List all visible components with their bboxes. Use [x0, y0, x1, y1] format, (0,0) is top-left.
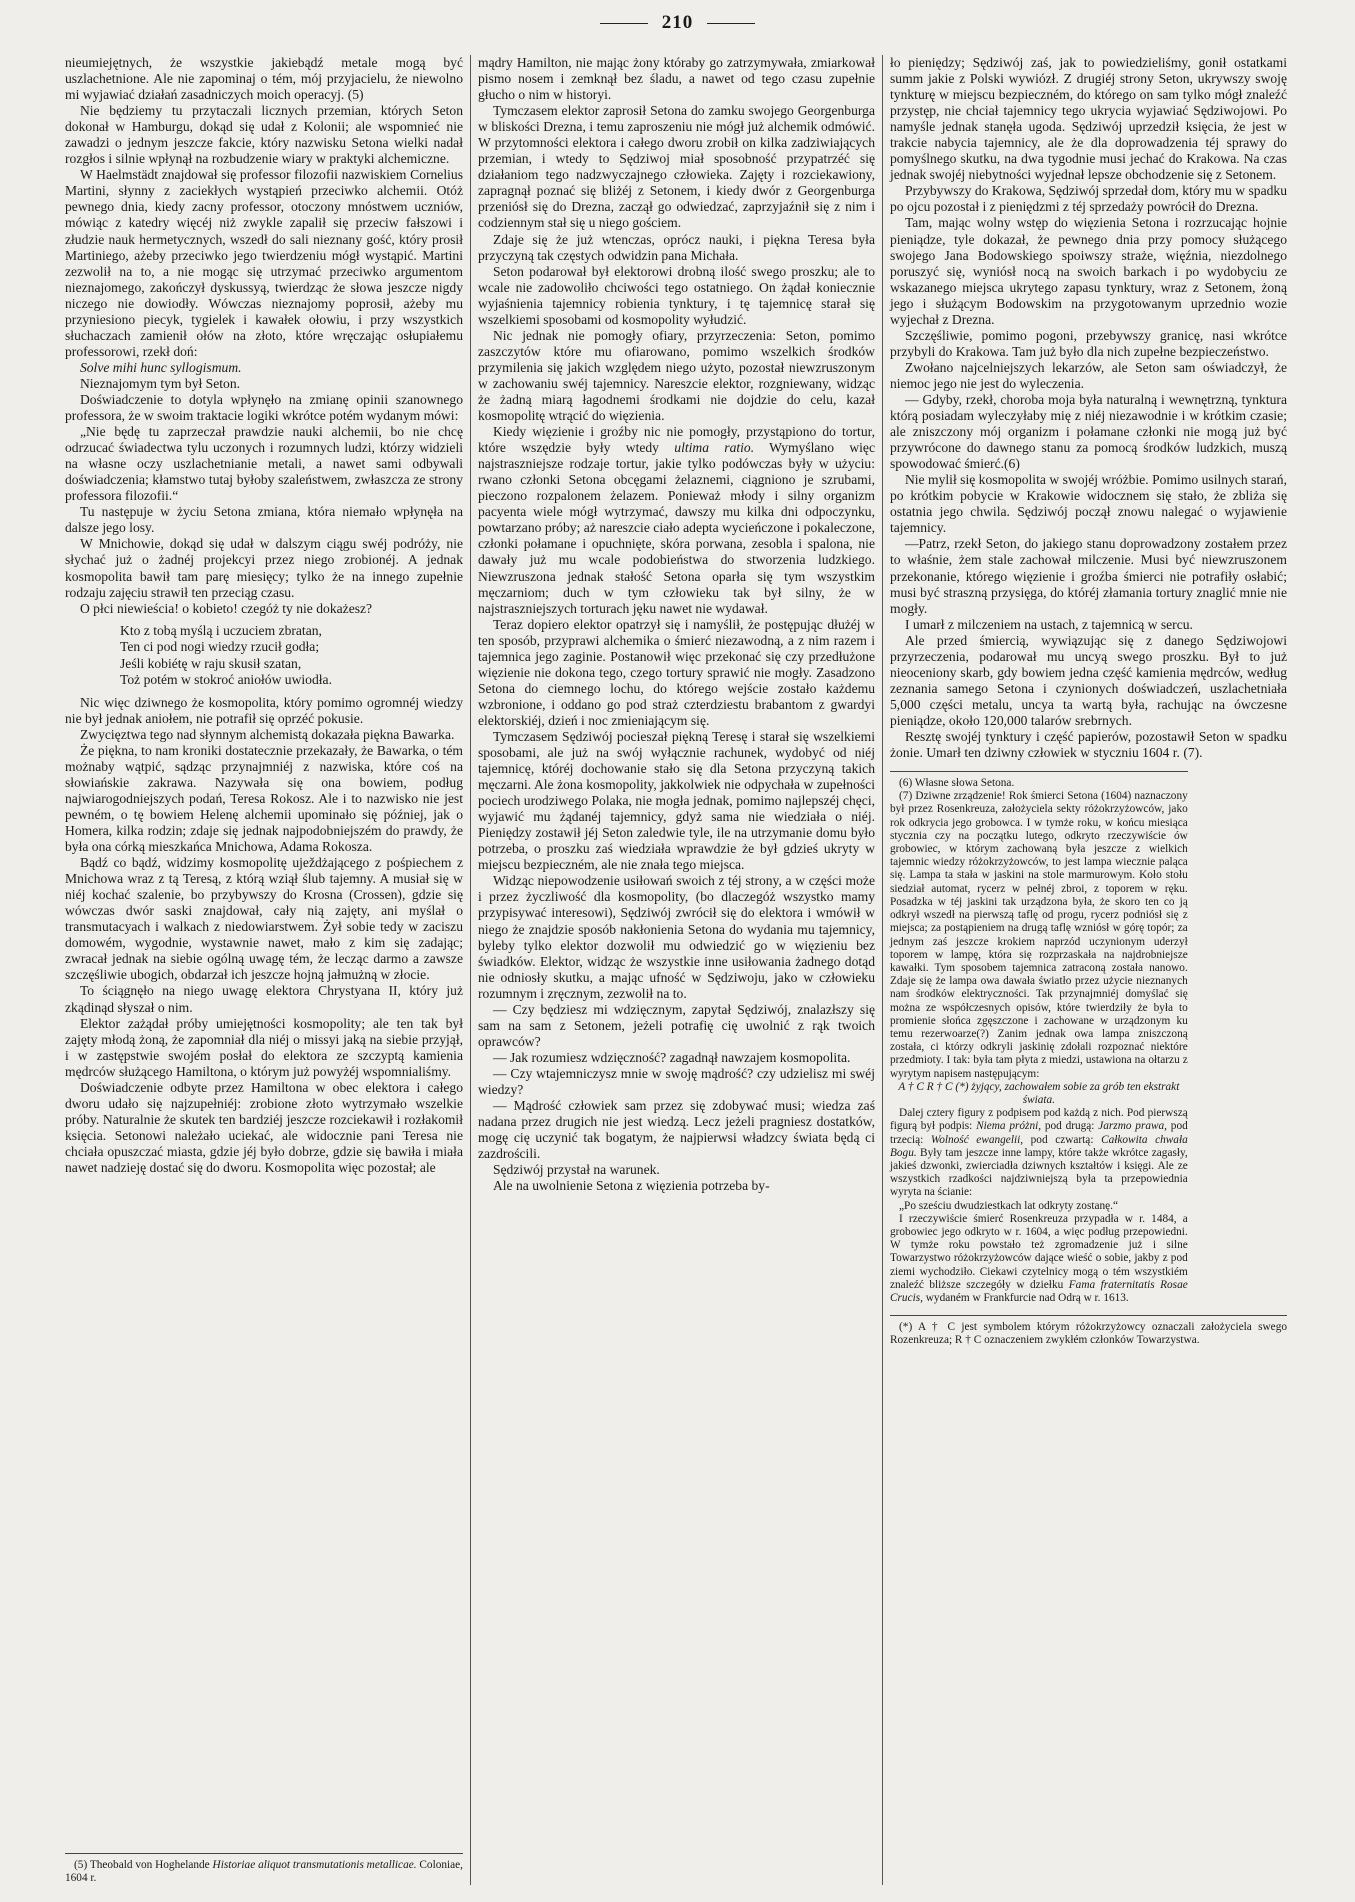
- italic-phrase: ultima ratio.: [674, 440, 755, 456]
- text-run: „Po sześciu dwudziestkach lat odkryty zostanę.“: [899, 1199, 1118, 1212]
- poem-line: Ten ci pod nogi wiedzy rzucił godła;: [120, 639, 320, 655]
- header-rule-left: [600, 23, 648, 24]
- text-run: pod trzecią:: [890, 1120, 1188, 1146]
- paragraph: [890, 472, 1287, 536]
- text-run: Ale przed śmiercią, wywiązując się z danego Sędziwojowi przyrzeczenia, podarował mu uncyą swego proszku. Był to już nieoceniony skarb, gdy bowiem jedna część kamienia mędrców, według zeznania samego Setona i czynionych doświadczeń, uszlachetniała 5,000 części metalu, uncya ta wartą była, rachując na ówczesne pieniądze, około 120,000 talarów srebrnych.: [890, 632, 1287, 728]
- paragraph: [890, 328, 1287, 360]
- poem-line: Toż potém w stokroć aniołów uwiodła.: [120, 672, 332, 688]
- paragraph: [478, 1066, 875, 1098]
- text-run: (7) Dziwne zrządzenie! Rok śmierci Setona (1604) naznaczony był przez Rosenkreuza, założyciela sekty różokrzyżowców, jako rok odkrycia jego grobowca. I w tymże roku, w końcu miesiąca stycznia czy na początku lutego, odkryto rzeczywiście ów grobowiec, w którym zachowaną była jeszcze z wielkich tajemnic wiedzy różokrzyżowców, to jest lampa wiecznie paląca się. Lampa ta stała w jaskini na stole marmurowym. Koło stołu siedział automat, rycerz w pełnéj zbroi, z toporem w ręku. Posadzka w téj jaskini tak urządzona była, że skoro ten co ją odkrył wszedł na pierwszą taflę od progu, rycerz podniósł się z miejsca; za postąpieniem na drugą taflę wzniósł w górę topór; za jednym zaś jeszcze krokiem naprzód uczynionym uderzył toporem w lampę, która się rozprzaskała na najdrobniejsze kawałki. Tym sposobem tajemnica zatraconą została nanowo. Zdaje się że lampa owa dawała światło przez użycie nieznanych nam środków elektryczności. Tak przynajmniéj domyślać się można ze współczesnych opisów, które twierdziły że była to promienie słońca zgęszczone i zachowane w urządzonym ku temu rezerwoarze(?) Zanim jednak owa lampa zniszczoną została, ci którzy odkryli jaskinię zdołali rozpoznać niektóre przedmioty. I tak: była tam płyta z miedzi, ustawiona na ołtarzu z wyrytym napisem następującym:: [890, 790, 1188, 1080]
- text-run: Zwycięztwa tego nad słynnym alchemistą dokazała piękna Bawarka.: [79, 726, 455, 742]
- paragraph: [65, 504, 463, 536]
- text-run: — Jak rozumiesz wdzięczność? zagadnął nawzajem kosmopolita.: [492, 1049, 851, 1065]
- text-run: Coloniae, 1604 r.: [65, 1858, 464, 1884]
- poem-stanza: [120, 623, 463, 689]
- text-run: — Gdyby, rzekł, choroba moja była naturalną i wewnętrzną, tynktura którą posiadam wyleczyłaby mię z niéj niezawodnie i w krótkim czasie; ale zniszczony mój organizm i połamane członki nie mogą już być przywrócone do dawnego stanu za pomocą środków ludzkich, muszą spowodować śmierć.(6): [890, 391, 1287, 472]
- page-header: [0, 12, 1355, 34]
- text-run: Zwołano najcelniejszych lekarzów, ale Seton sam oświadczył, że niemoc jego nie jest do wyleczenia.: [890, 359, 1287, 391]
- text-run: ło pieniędzy; Sędziwój zaś, jak to powiedzieliśmy, gonił ostatkami summ jakie z Polski wywiózł. Z drugiéj strony Seton, ukrywszy swoję tynkturę w miejscu bezpieczném, do którego on sam tylko mógł znaleźć przystęp, nie chciał tajemnicy tego ukrycia wyjawiać Sędziwojowi. Po namyśle jednak stanęła ugoda. Sędziwój uprzedził księcia, że jest w trakcie nabycia tajemnicy, ale że dla doprowadzenia téj sprawy do pomyślnego skutku, na dwa tygodnie musi jechać do Krakowa. Na czas jednak swojéj niebytności wyjednał lepsze obchodzenie się z Setonem.: [890, 55, 1287, 183]
- paragraph: [478, 424, 875, 617]
- text-run: Wymyślano więc najstraszniejsze rodzaje tortur, jakie tylko podówczas były w użyciu: rwano członki Setona obcęgami żelaznemi, ciągniono je szrubami, pieczono rozpalonem żelazem. Ponieważ młody i silny organizm pacyenta wiele mógł wytrzymać, dawszy mu kilka dni odpoczynku, powtarzano próby; aż nareszcie ciało adepta wycieńczone i pokaleczone, członki połamane i opuchnięte, skóra porwana, zesobla i spalona, nie dawały już mu wcale podobieństwa do stworzenia ludzkiego. Niewzruszona jednak stałość Setona oparła się tym wszystkim męczarniom; duch w tym człowieku tak był silny, że w najstraszniejszych torturach jęku nawet nie wydawał.: [478, 440, 875, 616]
- text-run: Elektor zażądał próby umiejętności kosmopolity; ale ten tak był zajęty młodą żoną, że zapomniał dla niéj o missyi jaką na siebie przyjął, i w zastępstwie swojém posłał do elektora ze szczyptą kamienia mędrców służącego Hamiltona, o którym już powyżéj wspomnialiśmy.: [65, 1015, 463, 1079]
- text-run: Nieznajomym tym był Seton.: [79, 375, 241, 391]
- paragraph: [478, 1178, 875, 1194]
- footnote: [890, 790, 1188, 1080]
- text-run: W Mnichowie, dokąd się udał w dalszym ciągu swéj podróży, nie słychać już o żadnéj projekcyi przez niego zrobionéj. A jednak kosmopolita bawił tam parę miesięcy; tylko że na innego zupełnie rodzaju zajęciu strawił ten przeciąg czasu.: [65, 536, 463, 600]
- text-run: — Czy wtajemniczysz mnie w swoję mądrość? czy udzielisz mi swéj wiedzy?: [478, 1065, 875, 1097]
- text-run: Sędziwój przystał na warunek.: [492, 1162, 660, 1178]
- text-run: Były tam jeszcze inne lampy, które także wkrótce zagasły, jakieś dzwonki, zwierciadła dziwnych kształtów i księgi. Ale ze wszystkich rzadkości najdziwniejszą była ta przepowiednia wyryta na ścianie:: [890, 1146, 1188, 1199]
- text-run: I rzeczywiście śmierć Rosenkreuza przypadła w r. 1484, a grobowiec jego odkryto w r. 1604, a więc podług przepowiedni. W tymże roku powstało też zgromadzenie już i silne Towarzystwo różokrzyżowców dające wieść o sobie, jakby z pod ziemi wychodziło. Ciekawi czytelnicy mogą o tém wszystkiém znaleźć bliższe szczegóły w dziełku: [890, 1212, 1188, 1291]
- paragraph: [65, 983, 463, 1015]
- text-run: Doświadczenie odbyte przez Hamiltona w obec elektora i całego dworu udało się najzupełniéj: zrobione złoto wytrzymało wszelkie próby. Naturalnie że skutek ten bardziéj jeszcze rozciekawił i rozłakomił księcia. Setonowi należało uciekać, ale widocznie pani Teresa nie chciała opuszczać miasta, gdzie jéj było dobrze, gdzie się bawiła i miała nawet nadzieję dostać się do dworu. Kosmopolita więc pozostał; ale: [65, 1079, 463, 1175]
- paragraph: [65, 392, 463, 424]
- text-run: Zdaje się że już wtenczas, oprócz nauki, i piękna Teresa była przyczyną tak częstych odwidzin pana Michała.: [478, 231, 875, 263]
- text-run: O płci niewieścia! o kobieto! czegóż ty nie dokażesz?: [79, 600, 373, 616]
- footnotes: [65, 1853, 463, 1885]
- text-run: Kiedy więzienie i groźby nic nie pomogły, przystąpiono do tortur, które wszędzie były wtedy: [478, 424, 875, 456]
- text-run: (6) Własne słowa Setona.: [899, 777, 1015, 790]
- paragraph: [65, 167, 463, 360]
- text-run: Tymczasem elektor zaprosił Setona do zamku swojego Georgenburga w bliskości Drezna, i temu zaproszeniu nie mógł już alchemik odmówić. W przytomności elektora i całego dworu zrobił on kilka zadziwiających przemian, i wtedy to Sędziwoj miał sposobność przypatrzéć się działaniom tego nadzwyczajnego człowieka. Zajęty i rozciekawiony, zapragnął poznać się bliżéj z Setonem, i kiedy dwór z Georgenburga przeniósł się do Drezna, zaczął go odwiedzać, zaprzyjaźnił się z nim i codziennym stał się u niego gościem.: [478, 103, 875, 231]
- paragraph: [478, 328, 875, 424]
- text-run: pod czwartą:: [1023, 1133, 1102, 1146]
- paragraph: [478, 1098, 875, 1162]
- paragraph: [890, 392, 1287, 472]
- text-run: Doświadczenie to dotyla wpłynęło na zmianę opinii szanownego professora, że w swoim traktacie logiki wkrótce potém wydanym mówi:: [65, 391, 463, 424]
- text-run: (5) Theobald von Hoghelande: [74, 1858, 213, 1871]
- paragraph: [890, 536, 1287, 616]
- paragraph: [478, 729, 875, 873]
- article-columns: [58, 55, 1336, 1885]
- footnote: [890, 1107, 1188, 1199]
- text-run: Nie będziemy tu przytaczali licznych przemian, których Seton dokonał w Hamburgu, dokąd się udał z Kolonii; ale wspomnieć nie zawadzi o jednym jeszcze fakcie, który nazwisku Setona wielki nadał rozgłos i silnie wpłynął na rozbudzenie wiary w praktyki alchemiczne.: [65, 103, 463, 167]
- paragraph: [890, 55, 1287, 183]
- paragraph: [65, 1016, 463, 1080]
- paragraph: [478, 55, 875, 103]
- paragraph: [890, 729, 1287, 761]
- header-rule-right: [707, 23, 755, 24]
- text-run: W Haelmstädt znajdował się professor filozofii nazwiskiem Cornelius Martini, słynny z zaciekłych wystąpień przeciwko alchemii. Otóż pewnego dnia, kiedy zacny professor, otoczony mnóstwem uczniów, mówiąc z katedry więcéj niż zwykle zapalił się przeciw fałszowi i złudzie nauk hermetycznych, wszedł do sali nieznany gość, który prosił Martiniego, ażeby przeciwko jego twierdzeniu mógł wystąpić. Martini zezwolił na to, a nie mogąc się utrzymać przeciwko argumentom nieznajomego, zakończył dyskussyą, twierdząc że słowa jeszcze nigdy niczego nie dowiodły. Wówczas nieznajomy poprosił, ażeby mu przyniesiono piecyk, tygielek i kawałek ołowiu, i przy wszystkich słuchaczach zamienił ołów na złoto, które wręczając osłupiałemu professorowi, rzekł doń:: [65, 167, 463, 359]
- poem-line: Kto z tobą myślą i uczuciem zbratan,: [120, 622, 322, 638]
- paragraph: [65, 727, 463, 743]
- paragraph: [478, 264, 875, 328]
- paragraph: [890, 617, 1287, 633]
- footnote: [890, 1200, 1188, 1213]
- text-run: Nic jednak nie pomogły ofiary, przyrzeczenia: Seton, pomimo zaszczytów które mu ofiarowano, pomimo wszelkich środków przymilenia się jakich względem niego użyto, pozostał niewzruszonym w zachowaniu swéj tajemnicy. Nareszcie elektor, rozgniewany, widząc że żadną miarą łagodnemi środkami nie dojdzie do celu, kazał kosmopolitę wtrącić do więzienia.: [478, 327, 875, 424]
- text-run: Tam, mając wolny wstęp do więzienia Setona i rozrzucając hojnie pieniądze, tyle dokazał, że pewnego dnia przy pomocy służącego swojego Jana Bodowskiego spoiwszy straże, więźnia, niezdolnego poruszyć się, wyniósł nocą na swoich barkach i po wydobyciu ze wskazanego miejsca ukrytego zapasu tynktury, wraz z Setonem, żoną jego i służącym Bodowskim na przygotowanym uprzednio wozie wyjechał z Drezna.: [890, 215, 1287, 327]
- text-run: Bądź co bądź, widzimy kosmopolitę uježdżającego z pośpiechem z Mnichowa wraz z tą Teresą, z którą wziął ślub tajemny. A musiał się w niéj kochać szalenie, bo przybywszy do Krosna (Crossen), gdzie się wówczas dwór saski znajdował, cały nią zajęty, ani myślał o transmutacyach i walkach z niedowiarstwem. Żył sobie tedy w zaciszu domowém, wygodnie, wystawnie nawet, mało z kim się zadając; zwracał jednak na siebie ogólną uwagę tém, że lecząc darmo a zawsze szczęśliwie ubogich, obdarzał ich jeszcze hojną jałmużną w złocie.: [65, 855, 463, 983]
- footnote: [890, 1321, 1287, 1347]
- paragraph: [65, 424, 463, 504]
- italic-phrase: Historiae aliquot transmutationis metallicae.: [212, 1858, 417, 1871]
- italic-phrase: Niema próżni,: [976, 1120, 1042, 1133]
- text-run: nieumiejętnych, że wszystkie jakiebądź metale mogą być uszlachetnione. Ale nie zapominaj o tém, mój przyjacielu, że niewolno mi wyjawiać działań zasadniczych moich operacyj. (5): [65, 55, 463, 103]
- text-run: Nie mylił się kosmopolita w swojéj wróżbie. Pomimo usilnych starań, po krótkim pobycie w Krakowie widocznem się stało, że zbliża się ostatnia jego chwila. Sędziwój począł znowu nalegać o wyjawienie tajemnicy.: [890, 472, 1287, 536]
- footnotes: [890, 771, 1188, 1305]
- paragraph: [478, 617, 875, 729]
- paragraph: [478, 873, 875, 1001]
- text-run: Seton podarował był elektorowi drobną ilość swego proszku; ale to wcale nie zadowoliło chciwości tego ostatniego. On żądał koniecznie wyjaśnienia tajemnicy robienia tynktury, i tę tajemnicę starał się wszelkiemi sposobami od kosmopolity wyłudzić.: [478, 263, 875, 327]
- text-run: Dalej cztery figury z podpisem pod każdą z nich. Pod pierwszą figurą był podpis:: [890, 1107, 1188, 1133]
- paragraph: [65, 1080, 463, 1176]
- paragraph: [65, 103, 463, 167]
- column-1: [58, 55, 470, 1885]
- text-run: A † C R † C (*) żyjący, zachowałem sobie za grób ten ekstrakt świata.: [898, 1080, 1180, 1106]
- italic-phrase: Fama fraternitatis Rosae Crucis,: [890, 1278, 1188, 1304]
- text-run: „Nie będę tu zaprzeczał prawdzie nauki alchemii, bo nie chcę odrzucać świadectwa tylu uczonych i rozumnych ludzi, którzy widzieli na własne oczy uszlachetnianie metali, a nawet sami odbywali doświadczenia; kłamstwo tutaj byłoby szaleństwem, zwłaszcza ze strony professora filozofii.“: [65, 424, 463, 504]
- text-run: To ściągnęło na niego uwagę elektora Chrystyana II, który już zkądinąd słyszał o nim.: [65, 983, 463, 1015]
- footnotes: [890, 1315, 1287, 1347]
- paragraph: [478, 1002, 875, 1050]
- text-run: Widząc niepowodzenie usiłowań swoich z téj strony, a w części może i przez życzliwość dla kosmopolity, (bo dlaczegóż wszystko mamy przypisywać interesowi), Sędziwój zwrócił się do elektora i wmówił w niego że znajdzie sposób nakłonienia Setona do wydania mu tajemnicy, byleby tylko elektor dozwolił mu odwiedzić go w więzieniu bez świadków. Elektor, widząc że wszystkie inne usiłowania żadnego dotąd nie odniosły skutku, a mając ufność w Sędziwoju, jako w człowieku rozumnym i zręcznym, zezwolił na to.: [478, 873, 875, 1001]
- paragraph: [65, 855, 463, 983]
- paragraph: [890, 633, 1287, 729]
- text-run: Tymczasem Sędziwój pocieszał piękną Teresę i starał się wszelkiemi sposobami, ale już na swój wyłącznie rachunek, wydobyć od niéj tajemnicę, któréj dochowanie stało się dla Setona przyczyną takich męczarni. Ale żona kosmopolity, jakkolwiek nie odpychała w zupełności pociech urodziwego Polaka, nie mogła jednak, pomimo najlepszéj chęci, wyjawić mu żądanéj tajemnicy, gdyż sama nie wiedziała o niéj. Pieniędzy zostawił jéj Seton zaledwie tyle, ile na utrzymanie domu było potrzeba, o proszku zaś wiedziała wprawdzie że był gdzieś ukryty w miejscu bezpieczném, ale nie znała tego miejsca.: [478, 728, 875, 873]
- text-run: Solve mihi hunc syllogismum.: [79, 359, 242, 375]
- paragraph: [65, 601, 463, 617]
- text-run: Ale na uwolnienie Setona z więzienia potrzeba by-: [492, 1178, 770, 1194]
- paragraph: [65, 360, 463, 376]
- paragraph: [478, 1050, 875, 1066]
- footnote: [890, 777, 1188, 790]
- page-number: 210: [661, 12, 694, 33]
- italic-phrase: Wolność ewangelii,: [930, 1133, 1024, 1146]
- paragraph: [478, 1162, 875, 1178]
- text-run: Teraz dopiero elektor opatrzył się i namyślił, że postępując dłużéj w ten sposób, przyprawi alchemika o śmierć niezawodną, a z nim razem i tajemnica jego zaginie. Postanowił więc przekonać się czy przedłużone więzienie nie dokona tego, czego tortury sprawić nie mogły. Zasadzono Setona do ciemnego lochu, do którego wejście zostało każdemu wzbronione, i oddano go pod straż czterdziestu brabantom z gwardyi elektorskiéj, dzień i noc zmieniającym się.: [478, 616, 875, 728]
- text-run: — Czy będziesz mi wdzięcznym, zapytał Sędziwój, znalazłszy się sam na sam z Setonem, jeżeli potrafię cię uwolnić z rąk twoich oprawców?: [478, 1001, 875, 1049]
- footnote: [65, 1859, 463, 1885]
- paragraph: [65, 55, 463, 103]
- text-run: mądry Hamilton, nie mając żony któraby go zatrzymywała, zmiarkował pismo nosem i zemknął bez śladu, a nawet od tego czasu zupełnie głucho o nim w historyi.: [478, 55, 875, 103]
- text-run: — Mądrość człowiek sam przez się zdobywać musi; wiedza zaś nadana przez drugich nie jest wiedzą. Lecz jeżeli pragniesz dostatków, mogę cię uczynić tak bogatym, że najpierwsi władzcy świata będą ci zazdrościli.: [478, 1098, 875, 1162]
- paragraph: [890, 215, 1287, 327]
- text-run: pod drugą:: [1041, 1120, 1099, 1133]
- paragraph: [65, 743, 463, 855]
- column-2: [470, 55, 882, 1885]
- paragraph: [478, 232, 875, 264]
- text-run: Nic więc dziwnego że kosmopolita, który pomimo ogromnéj wiedzy nie był jednak aniołem, nie potrafił się oprzéć pokusie.: [65, 694, 463, 726]
- text-run: —Patrz, rzekł Seton, do jakiego stanu doprowadzony zostałem przez to właśnie, żem stale zachował milczenie. Musi być niewzruszonem przekonanie, którego więzienie i groźba śmierci nie potrafiły osłabić; musi być straszną przysięga, do któréj złamania tortury znaglić mnie nie mogły.: [890, 536, 1287, 616]
- text-run: Tu następuje w życiu Setona zmiana, która niemało wpłynęła na dalsze jego losy.: [65, 504, 463, 536]
- text-run: (*) A † C jest symbolem którym różokrzyżowcy oznaczali założyciela swego Rozenkreuza; R † C oznaczeniem zwykłém członków Towarzystwa.: [890, 1321, 1287, 1347]
- paragraph: [890, 360, 1287, 392]
- poem-line: Jeśli kobiétę w raju skusił szatan,: [120, 655, 302, 671]
- text-run: Przybywszy do Krakowa, Sędziwój sprzedał dom, który mu w spadku po ojcu pozostał i z pieniędzmi z téj sprzedaży powrócił do Drezna.: [890, 183, 1287, 215]
- text-run: wydaném w Frankfurcie nad Odrą w r. 1613.: [922, 1291, 1129, 1304]
- footnote: [890, 1213, 1188, 1305]
- paragraph: [478, 103, 875, 231]
- text-run: Resztę swojéj tynktury i część papierów, pozostawił Seton w spadku żonie. Umarł ten dziwny człowiek w styczniu 1604 r. (7).: [890, 728, 1287, 761]
- paragraph: [890, 183, 1287, 215]
- paragraph: [65, 536, 463, 600]
- text-run: I umarł z milczeniem na ustach, z tajemnicą w sercu.: [904, 616, 1193, 632]
- footnote: [890, 1081, 1188, 1107]
- text-run: Że piękna, to nam kroniki dostatecznie przekazały, że Bawarka, o tém możnaby wątpić, sądząc przynajmniéj z nazwiska, które coś na słowiańskie zakrawa. Nazywała się ona bowiem, podług najwiarogodniejszych podań, Teresa Rokosz. Ale i to nazwisko nie jest pewném, o tę bowiem Helenę alchemii upominało się później, jak o Homera, kilka rodzin; zdaje się jednak najpodobniejszém do prawdy, że była ona córką mieszkańca Mnichowa, Adama Rokosza.: [65, 742, 463, 855]
- italic-phrase: Całkowita chwała Bogu.: [890, 1133, 1188, 1159]
- italic-phrase: Jarzmo prawa,: [1098, 1120, 1168, 1133]
- paragraph: [65, 376, 463, 392]
- paragraph: [65, 695, 463, 727]
- column-3: [882, 55, 1294, 1885]
- text-run: Szczęśliwie, pomimo pogoni, przebywszy granicę, nasi wkrótce przybyli do Krakowa. Tam już było dla nich zupełne bezpieczeństwo.: [890, 327, 1287, 359]
